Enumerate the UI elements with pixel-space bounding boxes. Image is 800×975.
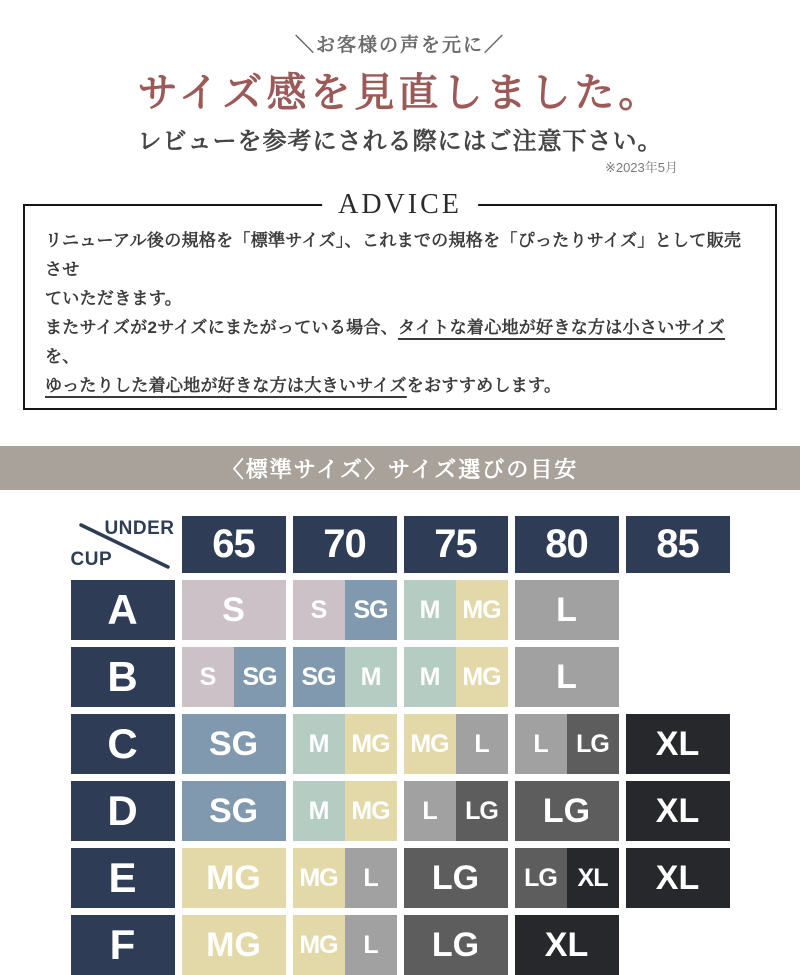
size-badge-XL: XL bbox=[567, 848, 619, 908]
size-badge-S: S bbox=[293, 580, 345, 640]
under-header-70: 70 bbox=[293, 516, 397, 573]
size-cell-E-85 bbox=[626, 848, 730, 908]
size-badge-L: L bbox=[515, 580, 619, 640]
page-title: サイズ感を見直しました。 bbox=[137, 71, 663, 115]
cup-label-E: E bbox=[71, 848, 175, 908]
size-badge-MG: MG bbox=[456, 580, 508, 640]
under-header-75: 75 bbox=[404, 516, 508, 573]
advice-heading: ADVICE bbox=[322, 189, 478, 221]
size-badge-L: L bbox=[515, 647, 619, 707]
size-cell-D-70 bbox=[293, 781, 397, 841]
size-badge-MG: MG bbox=[345, 714, 397, 774]
size-cell-C-85 bbox=[626, 714, 730, 774]
size-badge-M: M bbox=[404, 580, 456, 640]
cup-label-A: A bbox=[71, 580, 175, 640]
cup-label-C: C bbox=[71, 714, 175, 774]
size-cell-F-65 bbox=[182, 915, 286, 975]
size-badge-MG: MG bbox=[293, 915, 345, 975]
table-corner-cell bbox=[71, 516, 175, 573]
cup-label-F: F bbox=[71, 915, 175, 975]
advice-underlined-large-size: ゆったりした着心地が好きな方は大きいサイズ bbox=[45, 376, 407, 395]
under-header-65: 65 bbox=[182, 516, 286, 573]
size-cell-C-80 bbox=[515, 714, 619, 774]
size-badge-SG: SG bbox=[182, 781, 286, 841]
hero-section bbox=[0, 0, 800, 176]
size-cell-E-65 bbox=[182, 848, 286, 908]
size-badge-SG: SG bbox=[182, 714, 286, 774]
corner-cup-label: CUP bbox=[70, 549, 113, 570]
size-cell-B-80 bbox=[515, 647, 619, 707]
size-cell-D-80 bbox=[515, 781, 619, 841]
size-badge-XL: XL bbox=[626, 848, 730, 908]
size-cell-E-70 bbox=[293, 848, 397, 908]
size-badge-MG: MG bbox=[182, 915, 286, 975]
size-cell-E-80 bbox=[515, 848, 619, 908]
size-cell-F-75 bbox=[404, 915, 508, 975]
size-cell-B-65 bbox=[182, 647, 286, 707]
date-note: ※2023年5月 bbox=[604, 160, 678, 175]
size-badge-XL: XL bbox=[515, 915, 619, 975]
advice-underlined-small-size: タイトな着心地が好きな方は小さいサイズ bbox=[398, 318, 726, 337]
size-badge-XL: XL bbox=[626, 781, 730, 841]
size-cell-empty bbox=[626, 915, 730, 975]
size-cell-E-75 bbox=[404, 848, 508, 908]
size-badge-L: L bbox=[345, 915, 397, 975]
size-badge-SG: SG bbox=[293, 647, 345, 707]
size-badge-SG: SG bbox=[234, 647, 286, 707]
size-badge-L: L bbox=[515, 714, 567, 774]
size-badge-XL: XL bbox=[626, 714, 730, 774]
size-cell-B-75 bbox=[404, 647, 508, 707]
size-badge-SG: SG bbox=[345, 580, 397, 640]
advice-line-1: リニューアル後の規格を「標準サイズ」、これまでの規格を「ぴったりサイズ」として販売させ bbox=[45, 231, 742, 279]
size-badge-MG: MG bbox=[404, 714, 456, 774]
cup-label-D: D bbox=[71, 781, 175, 841]
size-badge-LG: LG bbox=[456, 781, 508, 841]
advice-line-2: ていただきます。 bbox=[45, 289, 183, 308]
size-cell-B-70 bbox=[293, 647, 397, 707]
size-cell-C-65 bbox=[182, 714, 286, 774]
size-badge-L: L bbox=[404, 781, 456, 841]
size-badge-MG: MG bbox=[293, 848, 345, 908]
hero-subtitle: レビューを参考にされる際にはご注意下さい。 bbox=[137, 128, 663, 155]
size-cell-C-70 bbox=[293, 714, 397, 774]
size-cell-F-80 bbox=[515, 915, 619, 975]
advice-paragraph-1 bbox=[45, 226, 755, 313]
size-badge-M: M bbox=[293, 781, 345, 841]
size-badge-LG: LG bbox=[515, 781, 619, 841]
size-badge-MG: MG bbox=[456, 647, 508, 707]
size-badge-S: S bbox=[182, 647, 234, 707]
size-badge-LG: LG bbox=[567, 714, 619, 774]
size-badge-LG: LG bbox=[404, 915, 508, 975]
size-badge-L: L bbox=[456, 714, 508, 774]
under-header-85: 85 bbox=[626, 516, 730, 573]
size-badge-MG: MG bbox=[345, 781, 397, 841]
size-table bbox=[71, 516, 730, 975]
advice-box bbox=[23, 189, 777, 410]
size-cell-empty bbox=[626, 580, 730, 640]
size-cell-empty bbox=[626, 647, 730, 707]
size-cell-D-65 bbox=[182, 781, 286, 841]
size-badge-LG: LG bbox=[404, 848, 508, 908]
size-badge-M: M bbox=[404, 647, 456, 707]
hero-tagline: ＼お客様の声を元に／ bbox=[294, 35, 505, 56]
size-cell-F-70 bbox=[293, 915, 397, 975]
size-cell-A-75 bbox=[404, 580, 508, 640]
size-badge-L: L bbox=[345, 848, 397, 908]
size-cell-D-75 bbox=[404, 781, 508, 841]
advice-line-4-post: をおすすめします。 bbox=[406, 376, 562, 395]
size-badge-S: S bbox=[182, 580, 286, 640]
size-badge-MG: MG bbox=[182, 848, 286, 908]
size-cell-A-70 bbox=[293, 580, 397, 640]
size-cell-D-85 bbox=[626, 781, 730, 841]
size-cell-A-80 bbox=[515, 580, 619, 640]
size-cell-A-65 bbox=[182, 580, 286, 640]
standard-size-banner bbox=[0, 446, 800, 490]
corner-under-label: UNDER bbox=[104, 518, 175, 539]
under-header-80: 80 bbox=[515, 516, 619, 573]
advice-paragraph-2 bbox=[45, 313, 755, 400]
size-badge-M: M bbox=[293, 714, 345, 774]
size-badge-M: M bbox=[345, 647, 397, 707]
size-badge-LG: LG bbox=[515, 848, 567, 908]
cup-label-B: B bbox=[71, 647, 175, 707]
banner-text: 〈標準サイズ〉サイズ選びの目安 bbox=[221, 456, 579, 482]
advice-line-3-post: を、 bbox=[45, 347, 80, 366]
advice-line-3-pre: またサイズが2サイズにまたがっている場合、 bbox=[45, 318, 399, 337]
size-cell-C-75 bbox=[404, 714, 508, 774]
